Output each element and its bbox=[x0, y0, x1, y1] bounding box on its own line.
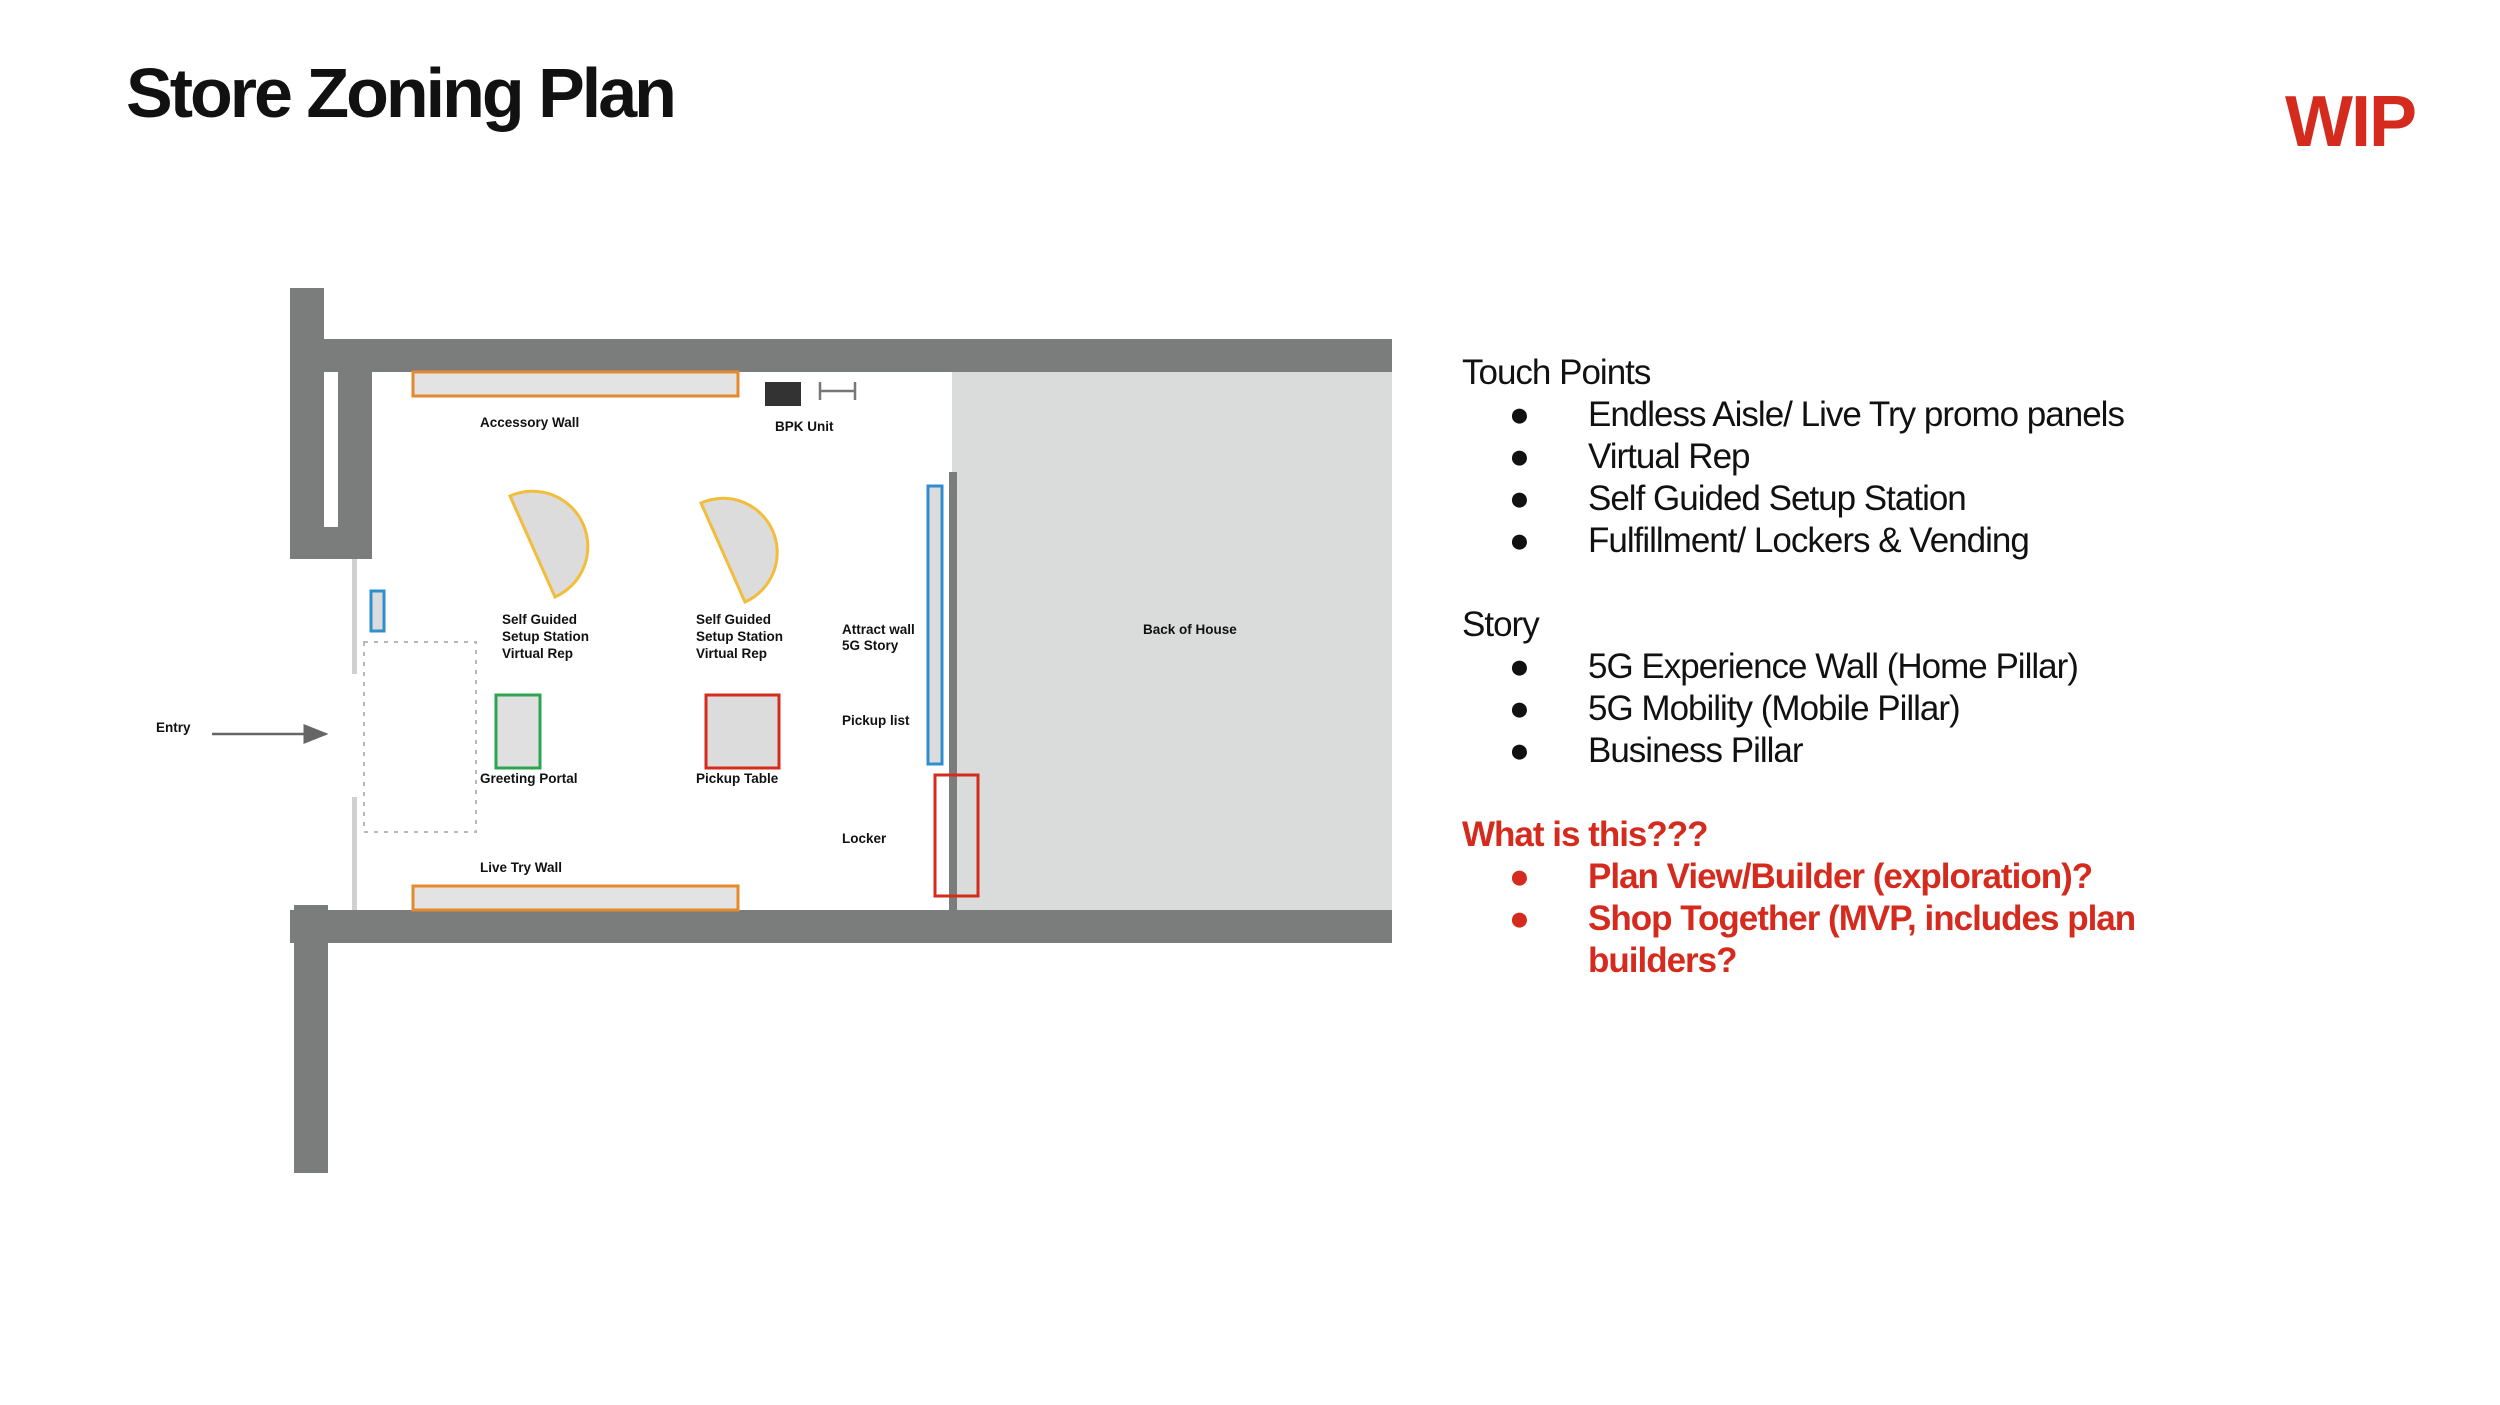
entry-label: Entry bbox=[156, 720, 191, 735]
station-2-label-line3: Virtual Rep bbox=[696, 646, 768, 661]
back-of-house-label: Back of House bbox=[1143, 622, 1237, 637]
left-wall-lower bbox=[294, 905, 328, 1173]
story-heading: Story bbox=[1462, 605, 1539, 644]
list-item bbox=[1462, 856, 2262, 898]
station-2-label-line1: Self Guided bbox=[696, 612, 772, 627]
station-1-label-line3: Virtual Rep bbox=[502, 646, 574, 661]
back-of-house-floor bbox=[952, 372, 1392, 914]
list-item bbox=[1462, 730, 2262, 772]
touch-points-heading: Touch Points bbox=[1462, 353, 1651, 392]
bpk-unit-label: BPK Unit bbox=[775, 419, 834, 434]
entry-glass-upper bbox=[352, 559, 357, 674]
setup-station-2 bbox=[701, 498, 777, 602]
back-of-house-divider bbox=[949, 472, 957, 910]
list-item-text: Fulfillment/ Lockers & Vending bbox=[1588, 521, 2029, 560]
bullet-icon: ● bbox=[1508, 647, 1530, 686]
accessory-wall-label: Accessory Wall bbox=[480, 415, 580, 430]
attract-wall-fixture bbox=[928, 486, 942, 764]
list-item bbox=[1462, 688, 2262, 730]
list-item-text: 5G Experience Wall (Home Pillar) bbox=[1588, 647, 2078, 686]
questions-section bbox=[1462, 814, 2262, 982]
page-title: Store Zoning Plan bbox=[126, 54, 674, 132]
locker-label: Locker bbox=[842, 831, 887, 846]
attract-wall-label-line2: 5G Story bbox=[842, 638, 899, 653]
list-item bbox=[1462, 898, 2262, 982]
list-item-text: Self Guided Setup Station bbox=[1588, 479, 1966, 518]
station-1-label-line2: Setup Station bbox=[502, 629, 589, 644]
list-item bbox=[1462, 436, 2262, 478]
accessory-wall-fixture bbox=[413, 372, 738, 396]
pickup-table-label: Pickup Table bbox=[696, 771, 779, 786]
bullet-icon: ● bbox=[1508, 437, 1530, 476]
list-item-text: Endless Aisle/ Live Try promo panels bbox=[1588, 395, 2124, 434]
list-item bbox=[1462, 646, 2262, 688]
bpk-unit-icon bbox=[765, 382, 801, 406]
bullet-icon: ● bbox=[1508, 899, 1530, 938]
bullet-icon: ● bbox=[1508, 395, 1530, 434]
store-floorplan bbox=[0, 0, 1420, 1200]
greeting-portal-fixture bbox=[496, 695, 540, 768]
touch-points-list bbox=[1462, 394, 2262, 562]
live-try-wall-fixture bbox=[413, 886, 738, 910]
station-2-label-line2: Setup Station bbox=[696, 629, 783, 644]
bpk-dimension-icon bbox=[820, 382, 855, 400]
list-item-text: Shop Together (MVP, includes plan builders? bbox=[1588, 899, 2136, 980]
bullet-icon: ● bbox=[1508, 521, 1530, 560]
list-item-text: Plan View/Builder (exploration)? bbox=[1588, 857, 2093, 896]
entry-zone bbox=[364, 642, 476, 832]
questions-list bbox=[1462, 856, 2262, 982]
entry-blue-panel bbox=[371, 591, 384, 631]
list-item bbox=[1462, 394, 2262, 436]
story-section bbox=[1462, 604, 2262, 772]
left-wall-upper-outer bbox=[290, 288, 324, 559]
list-item bbox=[1462, 520, 2262, 562]
wip-badge: WIP bbox=[2285, 82, 2415, 162]
top-wall bbox=[290, 339, 1392, 372]
entry-glass-lower bbox=[352, 797, 357, 910]
pickup-list-label: Pickup list bbox=[842, 713, 910, 728]
bottom-wall bbox=[290, 910, 1392, 943]
pickup-table-fixture bbox=[706, 695, 779, 768]
notes-panel bbox=[1462, 352, 2262, 1024]
list-item-text: 5G Mobility (Mobile Pillar) bbox=[1588, 689, 1960, 728]
list-item bbox=[1462, 478, 2262, 520]
attract-wall-label-line1: Attract wall bbox=[842, 622, 915, 637]
station-1-label-line1: Self Guided bbox=[502, 612, 578, 627]
left-wall-upper-bottom bbox=[290, 527, 372, 559]
bullet-icon: ● bbox=[1508, 689, 1530, 728]
bullet-icon: ● bbox=[1508, 857, 1530, 896]
touch-points-section bbox=[1462, 352, 2262, 562]
greeting-portal-label: Greeting Portal bbox=[480, 771, 578, 786]
list-item-text: Business Pillar bbox=[1588, 731, 1803, 770]
setup-station-1 bbox=[510, 491, 588, 597]
bullet-icon: ● bbox=[1508, 731, 1530, 770]
list-item-text: Virtual Rep bbox=[1588, 437, 1750, 476]
story-list bbox=[1462, 646, 2262, 772]
live-try-wall-label: Live Try Wall bbox=[480, 860, 563, 875]
bullet-icon: ● bbox=[1508, 479, 1530, 518]
questions-heading: What is this??? bbox=[1462, 815, 1708, 854]
